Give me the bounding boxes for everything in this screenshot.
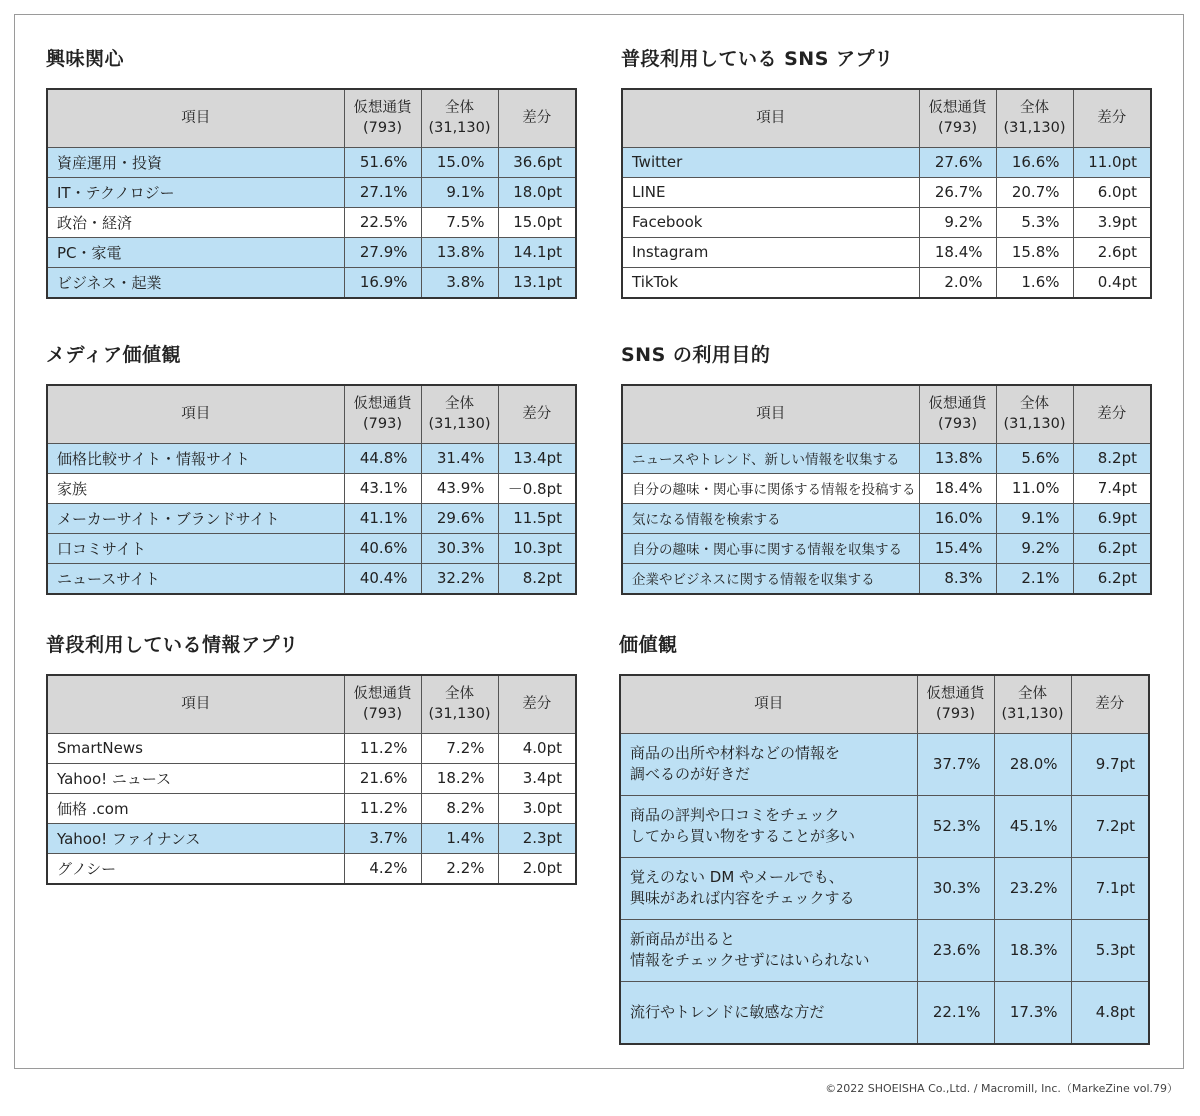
row-item-line: Twitter (632, 153, 683, 171)
crypto-value: 37.7% (917, 733, 994, 795)
crypto-value: 21.6% (344, 763, 421, 793)
row-item-label (620, 795, 917, 857)
crypto-value: 27.9% (344, 237, 421, 267)
row-item-line: 政治・経済 (57, 213, 133, 232)
row-item-line: 商品の評判や口コミをチェック (630, 806, 840, 824)
row-item-label (47, 443, 344, 473)
table-row (622, 473, 1151, 503)
row-item-label (47, 473, 344, 503)
diff-value: 6.2pt (1073, 533, 1151, 563)
row-item-line: Instagram (632, 243, 709, 261)
row-item-line: Yahoo! ニュース (57, 769, 172, 788)
table-row (47, 533, 576, 563)
row-item-line: 気になる情報を検索する (632, 512, 781, 528)
all-value: 7.5% (421, 207, 498, 237)
diff-value: 3.4pt (498, 763, 576, 793)
row-item-line: 口コミサイト (57, 539, 146, 558)
table-row (622, 147, 1151, 177)
table-header-row (47, 385, 576, 443)
header-all: 全体 (31,130) (421, 385, 498, 443)
diff-value: 4.0pt (498, 733, 576, 763)
row-item-label (622, 267, 919, 298)
all-value: 13.8% (421, 237, 498, 267)
crypto-value: 26.7% (919, 177, 996, 207)
all-value: 9.1% (421, 177, 498, 207)
table-row (47, 793, 576, 823)
header-all: 全体 (31,130) (994, 675, 1071, 733)
section-title: 普段利用している情報アプリ (46, 634, 299, 656)
row-item-label (622, 503, 919, 533)
crypto-value: 3.7% (344, 823, 421, 853)
table-header-row (622, 385, 1151, 443)
table-row (622, 177, 1151, 207)
header-all: 全体 (31,130) (421, 675, 498, 733)
row-item-label (47, 853, 344, 884)
data-table (619, 674, 1150, 1045)
all-value: 2.2% (421, 853, 498, 884)
all-value: 17.3% (994, 981, 1071, 1044)
copyright-credit: ©2022 SHOEISHA Co.,Ltd. / Macromill, Inc.（MarkeZine vol.79） (825, 1082, 1178, 1095)
diff-value: 3.9pt (1073, 207, 1151, 237)
section-title: 普段利用している SNS アプリ (621, 48, 894, 70)
section-sns-apps (621, 44, 1152, 299)
crypto-value: 16.9% (344, 267, 421, 298)
row-item-label (47, 147, 344, 177)
table-row (622, 533, 1151, 563)
row-item-line: Yahoo! ファイナンス (57, 829, 201, 848)
section-interests (46, 44, 577, 299)
header-diff: 差分 (498, 89, 576, 147)
all-value: 18.3% (994, 919, 1071, 981)
diff-value: 2.6pt (1073, 237, 1151, 267)
row-item-line: 自分の趣味・関心事に関係する情報を投稿する (632, 482, 916, 498)
header-all: 全体 (31,130) (996, 385, 1073, 443)
diff-value: 8.2pt (498, 563, 576, 594)
crypto-value: 16.0% (919, 503, 996, 533)
table-row (620, 733, 1149, 795)
row-item-label (47, 267, 344, 298)
all-value: 15.8% (996, 237, 1073, 267)
crypto-value: 11.2% (344, 733, 421, 763)
header-item: 項目 (622, 385, 919, 443)
table-row (47, 563, 576, 594)
crypto-value: 22.5% (344, 207, 421, 237)
crypto-value: 11.2% (344, 793, 421, 823)
diff-value: 6.0pt (1073, 177, 1151, 207)
section-media-values (46, 340, 577, 595)
row-item-line: 価格比較サイト・情報サイト (57, 449, 250, 468)
row-item-label (622, 177, 919, 207)
table-row (47, 177, 576, 207)
row-item-label (620, 981, 917, 1044)
section-title: 興味関心 (46, 48, 125, 70)
row-item-line: ビジネス・起業 (57, 273, 162, 292)
row-item-label (622, 147, 919, 177)
header-crypto: 仮想通貨 (793) (919, 385, 996, 443)
crypto-value: 15.4% (919, 533, 996, 563)
table-header-row (47, 89, 576, 147)
row-item-label (47, 763, 344, 793)
row-item-label (620, 919, 917, 981)
crypto-value: 44.8% (344, 443, 421, 473)
diff-value: 7.2pt (1071, 795, 1149, 857)
crypto-value: 18.4% (919, 237, 996, 267)
header-diff: 差分 (1073, 385, 1151, 443)
header-all: 全体 (31,130) (996, 89, 1073, 147)
row-item-line: 価格 .com (57, 799, 129, 818)
all-value: 32.2% (421, 563, 498, 594)
row-item-label (620, 733, 917, 795)
row-item-line: SmartNews (57, 739, 143, 757)
table-row (622, 207, 1151, 237)
diff-value: 13.1pt (498, 267, 576, 298)
all-value: 8.2% (421, 793, 498, 823)
crypto-value: 51.6% (344, 147, 421, 177)
table-row (47, 147, 576, 177)
all-value: 45.1% (994, 795, 1071, 857)
section-values (619, 630, 1150, 1045)
header-crypto: 仮想通貨 (793) (919, 89, 996, 147)
diff-value: 13.4pt (498, 443, 576, 473)
table-row (622, 443, 1151, 473)
crypto-value: 43.1% (344, 473, 421, 503)
row-item-line: 調べるのが好きだ (630, 765, 751, 783)
data-table (46, 384, 577, 595)
all-value: 23.2% (994, 857, 1071, 919)
table-row (47, 503, 576, 533)
all-value: 5.3% (996, 207, 1073, 237)
row-item-label (620, 857, 917, 919)
row-item-label (622, 563, 919, 594)
row-item-label (47, 237, 344, 267)
diff-value: 7.1pt (1071, 857, 1149, 919)
header-diff: 差分 (498, 675, 576, 733)
diff-value: 2.0pt (498, 853, 576, 884)
table-row (47, 823, 576, 853)
table-row (47, 473, 576, 503)
all-value: 3.8% (421, 267, 498, 298)
header-item: 項目 (47, 89, 344, 147)
crypto-value: 52.3% (917, 795, 994, 857)
row-item-line: 流行やトレンドに敏感な方だ (630, 1002, 825, 1021)
section-title: 価値観 (619, 634, 678, 656)
row-item-line: LINE (632, 183, 666, 201)
header-crypto: 仮想通貨 (793) (344, 675, 421, 733)
row-item-label (47, 733, 344, 763)
crypto-value: 9.2% (919, 207, 996, 237)
crypto-value: 30.3% (917, 857, 994, 919)
table-row (622, 237, 1151, 267)
all-value: 9.2% (996, 533, 1073, 563)
crypto-value: 2.0% (919, 267, 996, 298)
crypto-value: 4.2% (344, 853, 421, 884)
diff-value: 10.3pt (498, 533, 576, 563)
header-crypto: 仮想通貨 (793) (917, 675, 994, 733)
header-crypto: 仮想通貨 (793) (344, 385, 421, 443)
diff-value: 9.7pt (1071, 733, 1149, 795)
diff-value: 4.8pt (1071, 981, 1149, 1044)
all-value: 1.4% (421, 823, 498, 853)
row-item-line: 情報をチェックせずにはいられない (630, 951, 870, 969)
row-item-line: ニュースサイト (57, 569, 160, 588)
section-info-apps (46, 630, 577, 885)
table-row (47, 733, 576, 763)
data-table (621, 384, 1152, 595)
table-row (620, 795, 1149, 857)
table-row (622, 267, 1151, 298)
diff-value: 8.2pt (1073, 443, 1151, 473)
crypto-value: 8.3% (919, 563, 996, 594)
row-item-line: 企業やビジネスに関する情報を収集する (632, 572, 875, 588)
diff-value: 7.4pt (1073, 473, 1151, 503)
all-value: 1.6% (996, 267, 1073, 298)
header-all: 全体 (31,130) (421, 89, 498, 147)
header-diff: 差分 (1073, 89, 1151, 147)
table-row (620, 919, 1149, 981)
header-item: 項目 (622, 89, 919, 147)
row-item-label (47, 503, 344, 533)
header-item: 項目 (47, 385, 344, 443)
diff-value: 3.0pt (498, 793, 576, 823)
diff-value: 6.2pt (1073, 563, 1151, 594)
header-item: 項目 (620, 675, 917, 733)
crypto-value: 40.6% (344, 533, 421, 563)
row-item-line: IT・テクノロジー (57, 183, 175, 202)
all-value: 31.4% (421, 443, 498, 473)
row-item-label (47, 563, 344, 594)
diff-value: 15.0pt (498, 207, 576, 237)
row-item-line: 資産運用・投資 (57, 153, 163, 172)
all-value: 15.0% (421, 147, 498, 177)
row-item-label (47, 793, 344, 823)
row-item-label (622, 207, 919, 237)
section-title: メディア価値観 (46, 344, 181, 366)
row-item-line: ニュースやトレンド、新しい情報を収集する (632, 452, 900, 468)
diff-value: 0.4pt (1073, 267, 1151, 298)
header-item: 項目 (47, 675, 344, 733)
crypto-value: 23.6% (917, 919, 994, 981)
crypto-value: 27.1% (344, 177, 421, 207)
table-row (47, 237, 576, 267)
crypto-value: 27.6% (919, 147, 996, 177)
row-item-line: してから買い物をすることが多い (630, 827, 856, 845)
row-item-line: 自分の趣味・関心事に関する情報を収集する (632, 542, 902, 558)
diff-value: 18.0pt (498, 177, 576, 207)
diff-value: 6.9pt (1073, 503, 1151, 533)
all-value: 9.1% (996, 503, 1073, 533)
row-item-label (622, 237, 919, 267)
table-row (47, 207, 576, 237)
row-item-label (47, 823, 344, 853)
row-item-label (47, 177, 344, 207)
header-diff: 差分 (1071, 675, 1149, 733)
table-row (47, 267, 576, 298)
diff-value: 11.5pt (498, 503, 576, 533)
header-diff: 差分 (498, 385, 576, 443)
diff-value: 2.3pt (498, 823, 576, 853)
row-item-label (47, 207, 344, 237)
row-item-line: 興味があれば内容をチェックする (630, 889, 855, 907)
crypto-value: 41.1% (344, 503, 421, 533)
row-item-label (47, 533, 344, 563)
all-value: 18.2% (421, 763, 498, 793)
all-value: 20.7% (996, 177, 1073, 207)
diff-value: 5.3pt (1071, 919, 1149, 981)
crypto-value: 40.4% (344, 563, 421, 594)
crypto-value: 22.1% (917, 981, 994, 1044)
crypto-value: 13.8% (919, 443, 996, 473)
diff-value: －0.8pt (498, 473, 576, 503)
diff-value: 14.1pt (498, 237, 576, 267)
table-row (622, 563, 1151, 594)
row-item-line: Facebook (632, 213, 703, 231)
section-title: SNS の利用目的 (621, 344, 771, 366)
header-crypto: 仮想通貨 (793) (344, 89, 421, 147)
row-item-line: 商品の出所や材料などの情報を (630, 744, 841, 762)
all-value: 2.1% (996, 563, 1073, 594)
table-row (620, 857, 1149, 919)
table-header-row (47, 675, 576, 733)
all-value: 16.6% (996, 147, 1073, 177)
data-table (621, 88, 1152, 299)
table-row (622, 503, 1151, 533)
all-value: 29.6% (421, 503, 498, 533)
all-value: 7.2% (421, 733, 498, 763)
row-item-label (622, 473, 919, 503)
data-table (46, 674, 577, 885)
row-item-line: 家族 (57, 479, 88, 498)
all-value: 43.9% (421, 473, 498, 503)
row-item-label (622, 443, 919, 473)
row-item-line: メーカーサイト・ブランドサイト (57, 509, 280, 528)
data-table (46, 88, 577, 299)
row-item-line: PC・家電 (57, 243, 122, 262)
crypto-value: 18.4% (919, 473, 996, 503)
all-value: 30.3% (421, 533, 498, 563)
all-value: 5.6% (996, 443, 1073, 473)
table-header-row (620, 675, 1149, 733)
all-value: 11.0% (996, 473, 1073, 503)
row-item-line: グノシー (57, 859, 117, 878)
section-sns-purpose (621, 340, 1152, 595)
table-row (620, 981, 1149, 1044)
diff-value: 36.6pt (498, 147, 576, 177)
table-header-row (622, 89, 1151, 147)
diff-value: 11.0pt (1073, 147, 1151, 177)
table-row (47, 853, 576, 884)
row-item-line: TikTok (632, 273, 679, 291)
table-row (47, 763, 576, 793)
row-item-line: 覚えのない DM やメールでも、 (630, 868, 844, 886)
row-item-label (622, 533, 919, 563)
all-value: 28.0% (994, 733, 1071, 795)
row-item-line: 新商品が出ると (630, 930, 736, 948)
table-row (47, 443, 576, 473)
